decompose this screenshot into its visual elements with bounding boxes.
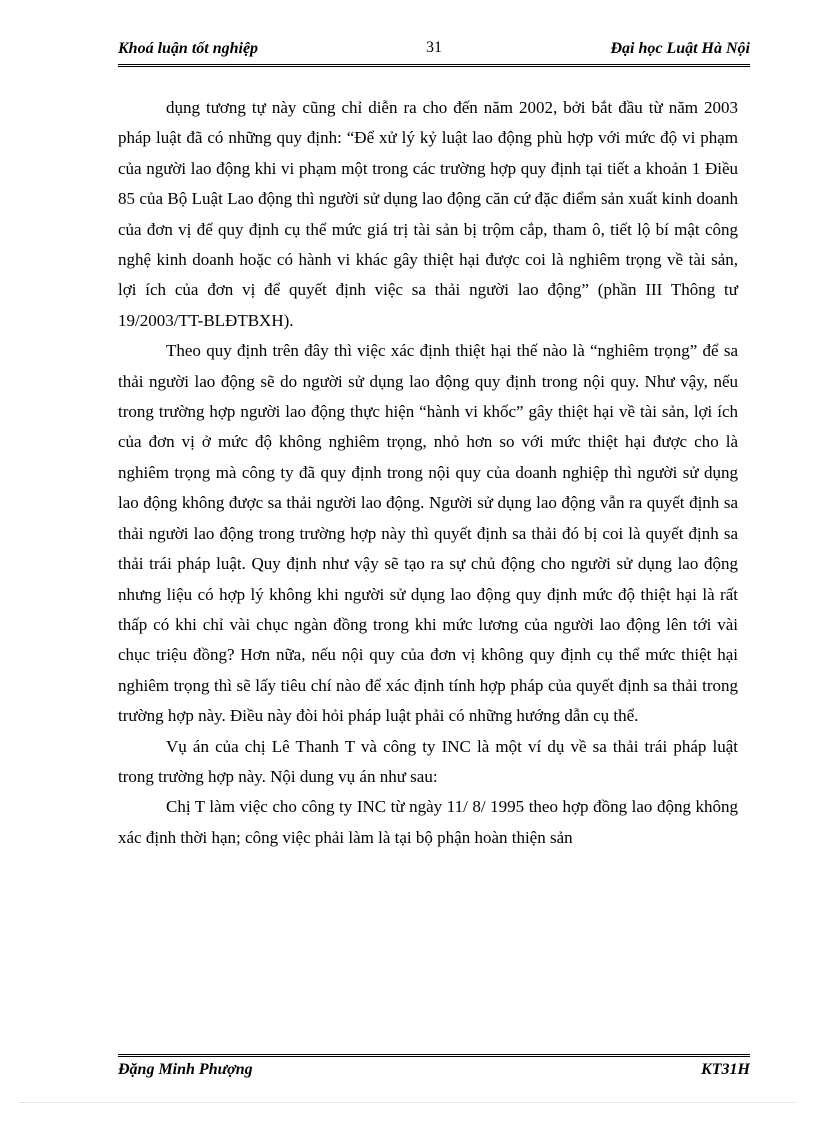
paragraph-2: Theo quy định trên đây thì việc xác định thiệt hại thế nào là “nghiêm trọng” để sa thải người lao động sẽ do người sử dụng lao động quy định trong nội quy. Như vậy, nếu trong trường hợp người lao động thực hiện “hành vi khốc” gây thiệt hại về tài sản, lợi ích của đơn vị ở mức độ không nghiêm trọng, nhỏ hơn so với mức thiệt hại được cho là nghiêm trọng mà công ty đã quy định trong nội quy của doanh nghiệp thì người sử dụng lao động không được sa thải người lao động. Người sử dụng lao động vẫn ra quyết định sa thải người lao động trong trường hợp này thì quyết định sa thải đó bị coi là quyết định sa thải trái pháp luật. Quy định như vậy sẽ tạo ra sự chủ động cho người sử dụng lao động nhưng liệu có hợp lý không khi người sử dụng lao động quy định mức độ thiệt hại là rất thấp có khi chỉ vài chục ngàn đồng trong khi mức lương của người lao động lên tới vài chục triệu đồng? Hơn nữa, nếu nội quy của đơn vị không quy định cụ thể mức thiệt hại nghiêm trọng thì sẽ lấy tiêu chí nào để xác định tính hợp pháp của quyết định sa thải trong trường hợp này. Điều này đòi hỏi pháp luật phải có những hướng dẫn cụ thể. [118,341,738,726]
paragraph-4: Chị T làm việc cho công ty INC từ ngày 11/ 8/ 1995 theo hợp đồng lao động không xác định thời hạn; công việc phải làm là tại bộ phận hoàn thiện sản [118,797,738,847]
document-body [118,93,738,853]
page-header [118,36,750,67]
header-university-label: Đại học Luật Hà Nội [610,40,750,57]
page-bottom-divider [20,1102,796,1103]
paragraph-3: Vụ án của chị Lê Thanh T và công ty INC là một ví dụ về sa thải trái pháp luật trong trường hợp này. Nội dung vụ án như sau: [118,736,738,786]
page-footer [118,1054,750,1083]
paragraph-1: dụng tương tự này cũng chỉ diễn ra cho đến năm 2002, bởi bắt đầu từ năm 2003 pháp luật đã có những quy định: “Để xử lý kỷ luật lao động phù hợp với mức độ vi phạm của người lao động khi vi phạm một trong các trường hợp quy định tại tiết a khoản 1 Điều 85 của Bộ Luật Lao động thì người sử dụng lao động căn cứ đặc điểm sản xuất kinh doanh của đơn vị để quy định cụ thể mức giá trị tài sản bị trộm cắp, tham ô, tiết lộ bí mật công nghệ kinh doanh hoặc có hành vi khác gây thiệt hại được coi là nghiêm trọng về tài sản, lợi ích của đơn vị để quyết định việc sa thải người lao động” (phần III Thông tư 19/2003/TT-BLĐTBXH). [118,98,738,330]
page-number: 31 [426,39,442,56]
footer-author: Đặng Minh Phượng [118,1061,253,1078]
footer-class-code: KT31H [701,1061,750,1078]
header-thesis-label: Khoá luận tốt nghiệp [118,40,259,57]
